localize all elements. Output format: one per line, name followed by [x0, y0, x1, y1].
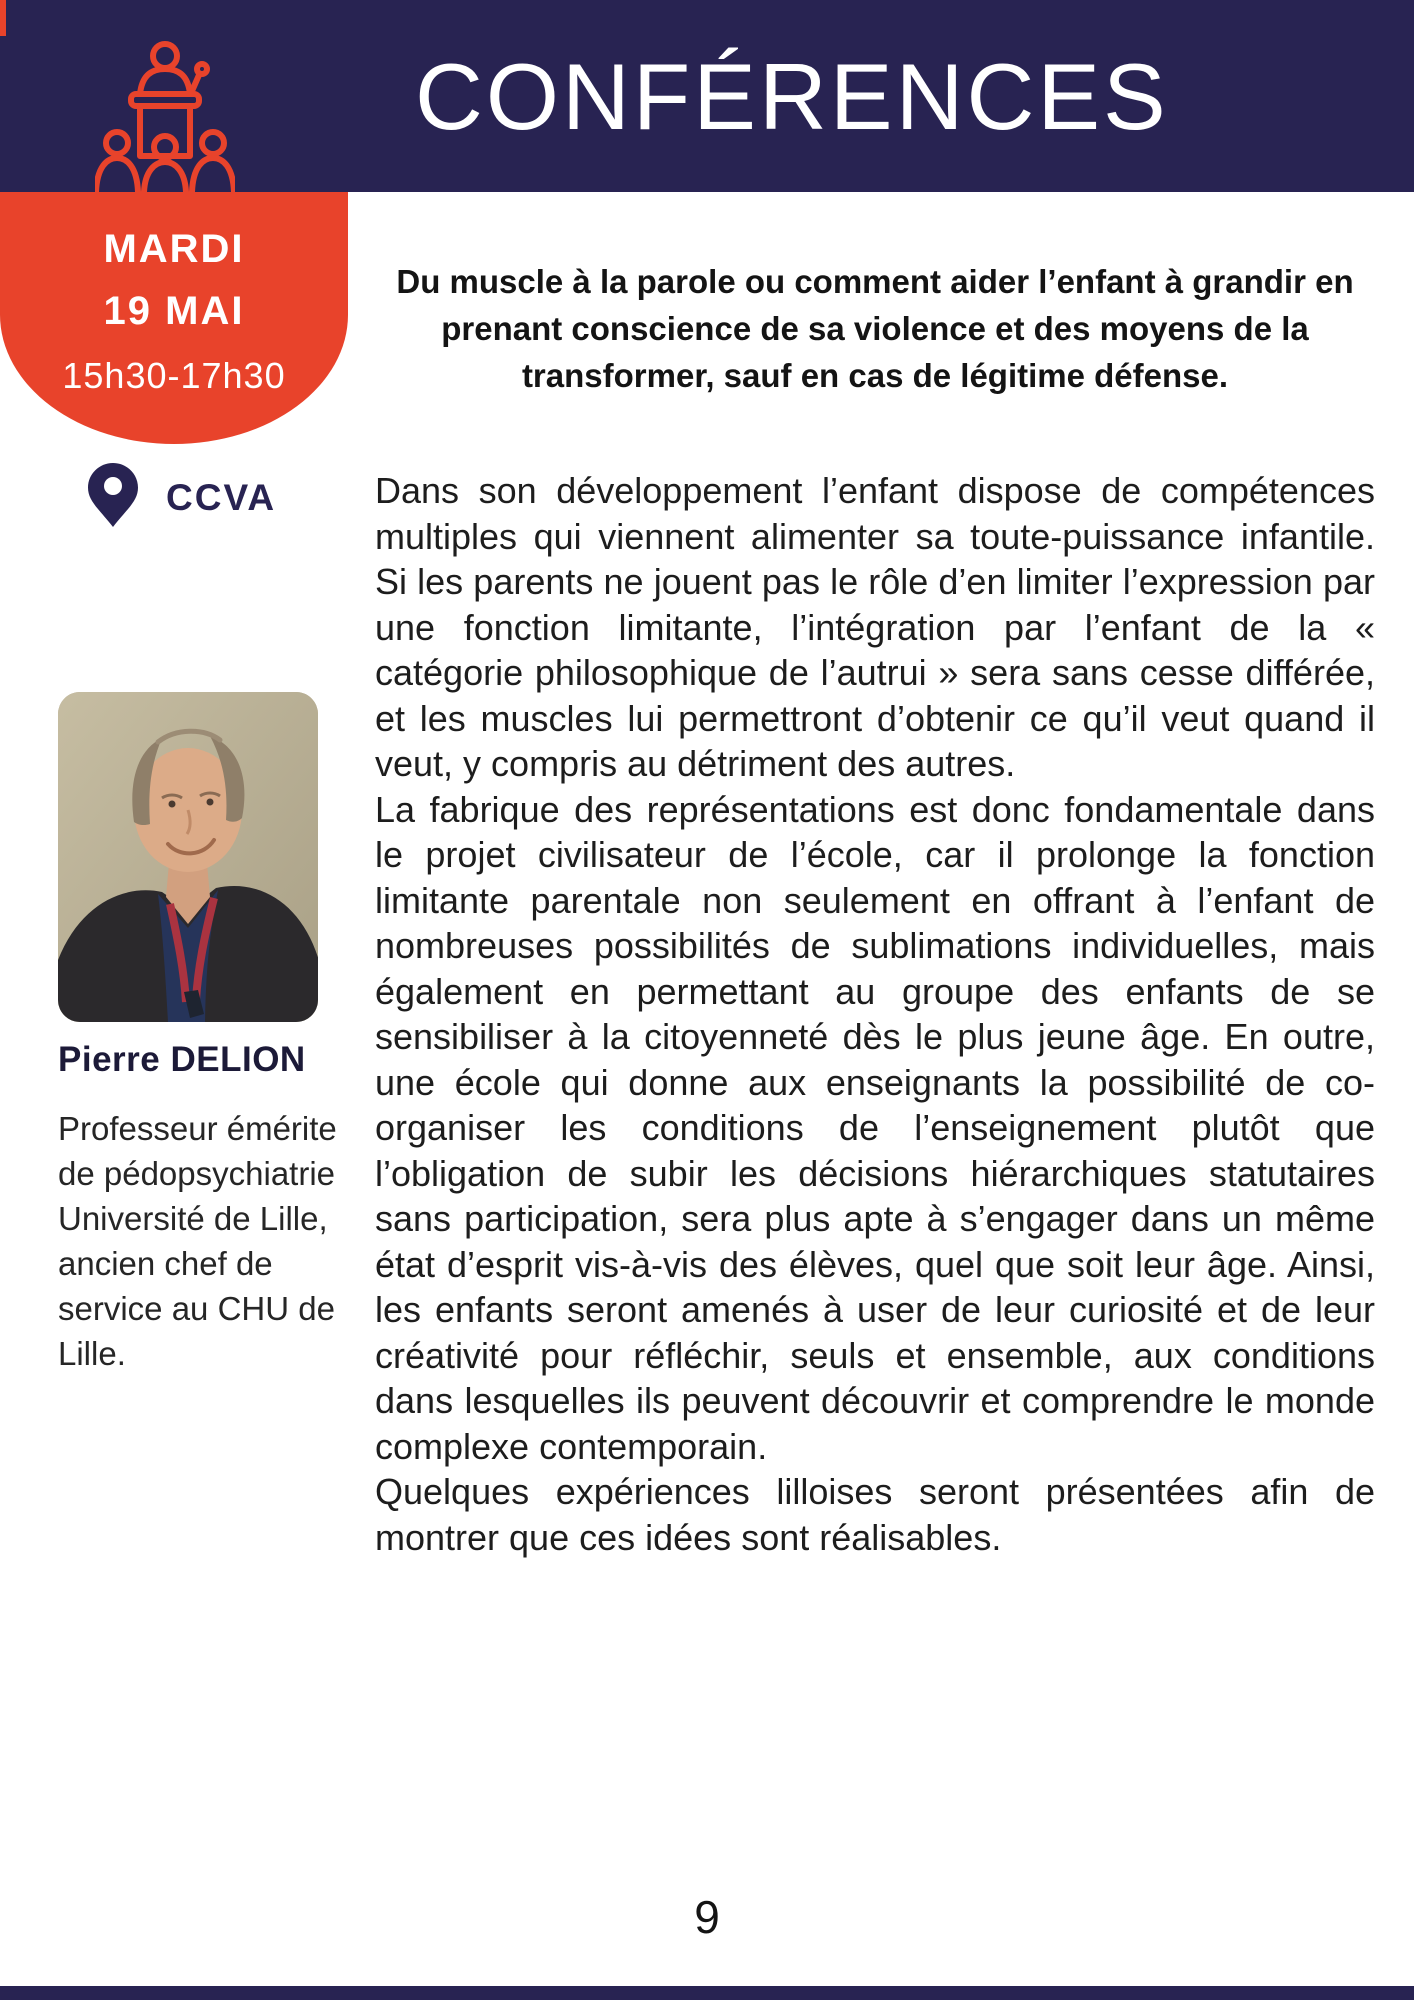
- event-date: 19 MAI: [103, 289, 245, 333]
- event-day: MARDI: [103, 227, 245, 271]
- speaker-bio: Professeur émérite de pédopsychiatrie Université de Lille, ancien chef de service au CHU de Lille.: [58, 1110, 337, 1372]
- body-paragraph: Quelques expériences lilloises seront présentées afin de montrer que ces idées sont réalisables.: [375, 1471, 1375, 1558]
- body-paragraph: La fabrique des représentations est donc fondamentale dans le projet civilisateur de l’école, car il prolonge la fonction limitante parentale non seulement en offrant à l’enfant de nombreuses possibilités de sublimations individuelles, mais également en permettant au groupe des enfants de se sensibiliser à la citoyenneté dès le plus jeune âge. En outre, une école qui donne aux enseignants la possibilité de co-organiser les conditions de l’enseignement plutôt que l’obligation de subir les décisions hiérarchiques statutaires sans participation, sera plus apte à s’engager dans un même état d’esprit vis-à-vis des élèves, quel que soit leur âge. Ainsi, les enfants seront amenés à user de leur curiosité et de leur créativité pour réfléchir, seuls et ensemble, aux conditions dans lesquelles ils peuvent découvrir et comprendre le monde complexe contemporain.: [375, 788, 1375, 1467]
- map-pin-icon: [88, 463, 138, 532]
- body-paragraph: Dans son développement l’enfant dispose de compétences multiples qui viennent alimenter sa toute-puissance infantile. Si les parents ne jouent pas le rôle d’en limiter l’expression par une fonction limitante, l’intégration par l’enfant de la « catégorie philosophique de l’autrui » sera sans cesse différée, et les muscles lui permettront d’obtenir ce qu’il veut quand il veut, y compris au détriment des autres.: [375, 470, 1375, 784]
- speaker-name: Pierre DELION: [58, 1040, 306, 1079]
- header-banner: [0, 0, 1414, 192]
- talk-body: [375, 468, 1375, 1560]
- page-number: 9: [694, 1891, 720, 1943]
- podium-speaker-audience-icon: [95, 38, 235, 192]
- page-title: CONFÉRENCES: [415, 44, 1169, 149]
- event-time: 15h30-17h30: [62, 355, 286, 396]
- location-row: [88, 463, 276, 532]
- corner-accent-shape: [0, 0, 6, 36]
- location-label: CCVA: [166, 476, 277, 518]
- bottom-bar: [0, 1986, 1414, 2000]
- speaker-photo: [58, 692, 318, 1022]
- portrait-illustration: [58, 692, 318, 1022]
- date-badge: [0, 192, 348, 444]
- talk-title: Du muscle à la parole ou comment aider l’enfant à grandir en prenant conscience de sa violence et des moyens de la transformer, sauf en cas de légitime défense.: [396, 263, 1354, 394]
